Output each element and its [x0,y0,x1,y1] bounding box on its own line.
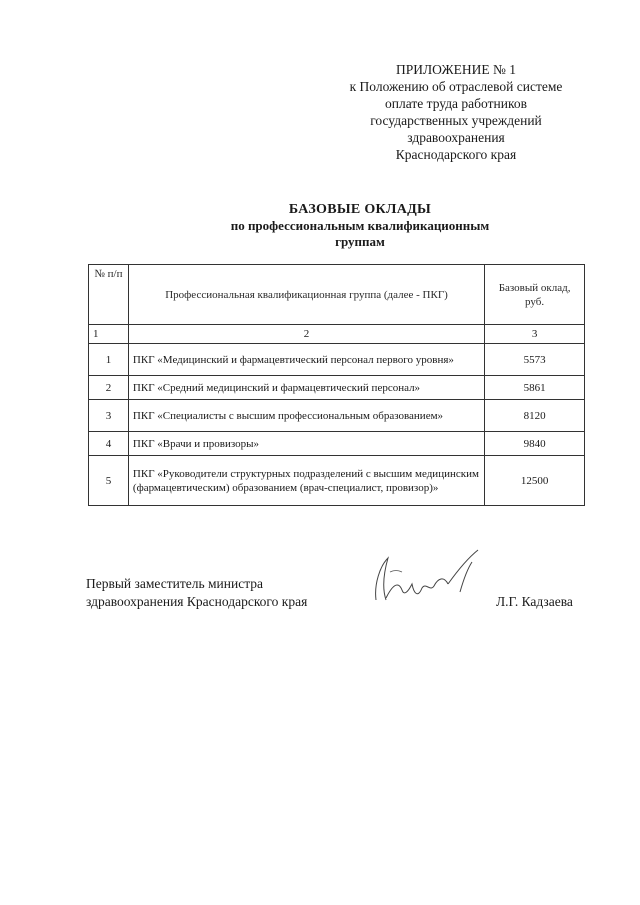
table-header-row [89,265,585,325]
row-name: ПКГ «Врачи и провизоры» [128,432,484,456]
annex-line: оплате труда работников [385,96,527,111]
signatory-position [86,575,307,611]
table-row [89,344,585,376]
col-number: 3 [485,325,585,344]
header-num: № п/п [89,265,129,325]
column-number-row [89,325,585,344]
position-line: здравоохранения Краснодарского края [86,594,308,609]
title-sub: группам [335,234,385,249]
col-number: 1 [89,325,129,344]
row-value: 5573 [485,344,585,376]
row-value: 12500 [485,456,585,506]
row-num: 2 [89,376,129,400]
row-num: 4 [89,432,129,456]
row-value: 9840 [485,432,585,456]
annex-line: здравоохранения [407,130,505,145]
document-title [150,202,570,250]
row-value: 8120 [485,400,585,432]
row-name: ПКГ «Специалисты с высшим профессиональным образованием» [128,400,484,432]
table-row [89,400,585,432]
handwritten-signature-icon [368,548,488,618]
salary-table [88,264,585,506]
row-name: ПКГ «Медицинский и фармацевтический персонал первого уровня» [128,344,484,376]
title-main: БАЗОВЫЕ ОКЛАДЫ [288,202,432,217]
position-line: Первый заместитель министра [86,576,264,591]
annex-line: ПРИЛОЖЕНИЕ № 1 [395,62,517,77]
row-num: 1 [89,344,129,376]
signatory-name: Л.Г. Кадзаева [496,594,573,609]
row-num: 3 [89,400,129,432]
table-row [89,376,585,400]
annex-line: государственных учреждений [370,113,542,128]
row-num: 5 [89,456,129,506]
annex-header [336,61,576,163]
col-number: 2 [128,325,484,344]
row-value: 5861 [485,376,585,400]
header-group: Профессиональная квалификационная группа (далее - ПКГ) [128,265,484,325]
table-row [89,432,585,456]
annex-line: к Положению об отраслевой системе [349,79,563,94]
title-sub: по профессиональным квалификационным [230,218,490,233]
table-row [89,456,585,506]
row-name: ПКГ «Руководители структурных подразделений с высшим медицинским (фармацевтическим) образованием (врач-специалист, провизор)» [128,456,484,506]
header-salary: Базовый оклад, руб. [485,265,585,325]
row-name: ПКГ «Средний медицинский и фармацевтический персонал» [128,376,484,400]
annex-line: Краснодарского края [395,147,517,162]
